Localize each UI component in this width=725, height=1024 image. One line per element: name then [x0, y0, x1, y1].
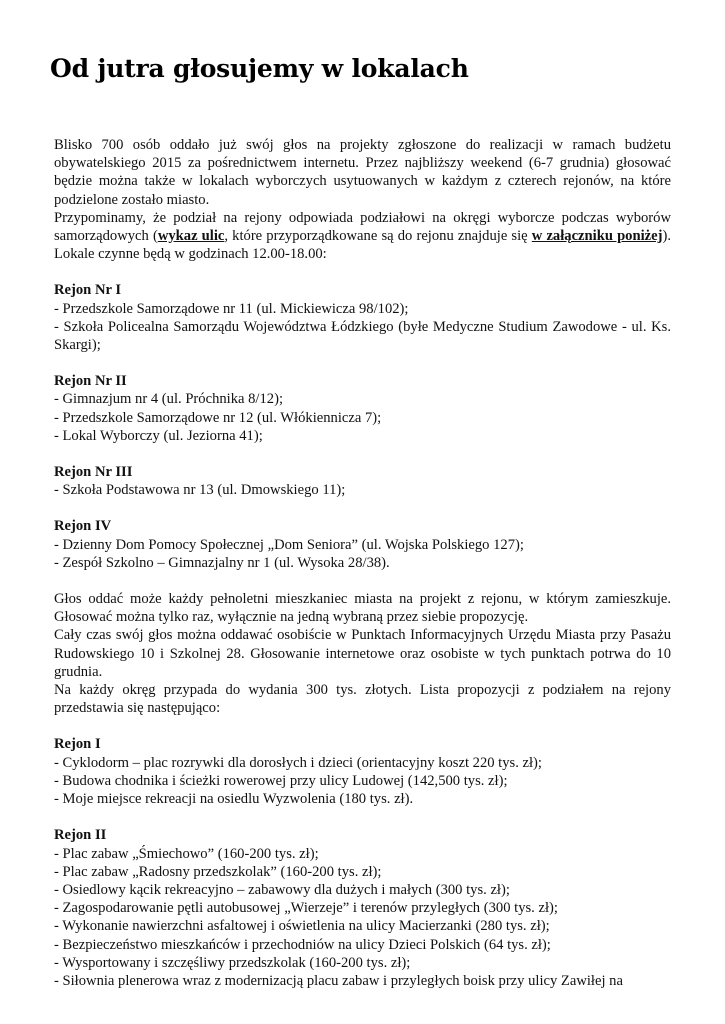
project-heading: Rejon I: [54, 736, 101, 753]
voting-info-paragraph: Na każdy okręg przypada do wydania 300 tys. złotych. Lista propozycji z podziałem na rejony przedstawia się następująco:: [54, 682, 671, 717]
polling-locations: [54, 281, 671, 590]
location-item: - Dzienny Dom Pomocy Społecznej „Dom Seniora” (ul. Wojska Polskiego 127);: [54, 536, 524, 553]
voting-info-paragraph: Cały czas swój głos można oddawać osobiście w Punktach Informacyjnych Urzędu Miasta przy Pasażu Rudowskiego 10 i Szkolnej 28. Głosowanie internetowe oraz osobiste w tych punktach potrwa do 10 grudnia.: [54, 627, 671, 680]
intro-paragraph: Blisko 700 osób oddało już swój głos na projekty zgłoszone do realizacji w ramach budżetu obywatelskiego 2015 za pośrednictwem internetu. Przez najbliższy weekend (6-7 grudnia) głosować będzie można także w lokalach wyborczych usytuowanych w każdym z czterech rejonów, na które podzielone zostało miasto.: [54, 137, 671, 208]
location-heading: Rejon Nr I: [54, 282, 122, 299]
article-body: [54, 136, 671, 990]
voting-info-paragraph: Głos oddać może każdy pełnoletni mieszkaniec miasta na projekt z rejonu, w którym zamieszkuje. Głosować można tylko raz, wyłącznie na jedną wybraną przez siebie propozycję.: [54, 591, 671, 626]
intro-text: , które przyporządkowane są do rejonu znajduje się: [224, 228, 532, 245]
location-item: - Gimnazjum nr 4 (ul. Próchnika 8/12);: [54, 391, 283, 408]
location-item: - Przedszkole Samorządowe nr 11 (ul. Mickiewicza 98/102);: [54, 300, 409, 317]
location-heading: Rejon IV: [54, 518, 112, 535]
project-heading: Rejon II: [54, 827, 107, 844]
project-item: - Bezpieczeństwo mieszkańców i przechodniów na ulicy Dzieci Polskich (64 tys. zł);: [54, 936, 551, 953]
location-item: - Lokal Wyborczy (ul. Jeziorna 41);: [54, 427, 263, 444]
location-item: - Szkoła Podstawowa nr 13 (ul. Dmowskiego 11);: [54, 482, 346, 499]
project-proposals: [54, 735, 671, 990]
location-heading: Rejon Nr III: [54, 464, 133, 481]
intro-text: ). Lokale czynne będą w godzinach 12.00-18.00:: [54, 228, 671, 263]
project-item: - Moje miejsce rekreacji na osiedlu Wyzwolenia (180 tys. zł).: [54, 791, 414, 808]
intro-text: Przypominamy, że podział na rejony odpowiada podziałowi na okręgi wyborcze podczas wyborów samorządowych (: [54, 209, 671, 245]
project-item: - Plac zabaw „Śmiechowo” (160-200 tys. zł);: [54, 845, 319, 862]
location-item: - Przedszkole Samorządowe nr 12 (ul. Włókiennicza 7);: [54, 409, 382, 426]
project-item: - Osiedlowy kącik rekreacyjno – zabawowy dla dużych i małych (300 tys. zł);: [54, 881, 510, 898]
project-item: - Siłownia plenerowa wraz z modernizacją placu zabaw i przyległych boisk przy ulicy Zawiłej na: [54, 972, 623, 989]
street-list-link[interactable]: wykaz ulic: [157, 228, 225, 245]
project-item: - Wykonanie nawierzchni asfaltowej i oświetlenia na ulicy Macierzanki (280 tys. zł);: [54, 918, 550, 935]
project-item: - Wysportowany i szczęśliwy przedszkolak (160-200 tys. zł);: [54, 954, 411, 971]
project-item: - Zagospodarowanie pętli autobusowej „Wierzeje” i terenów przyległych (300 tys. zł);: [54, 900, 558, 917]
location-item: - Szkoła Policealna Samorządu Województwa Łódzkiego (byłe Medyczne Studium Zawodowe - ul. Ks. Skargi);: [54, 318, 671, 354]
project-item: - Plac zabaw „Radosny przedszkolak” (160-200 tys. zł);: [54, 863, 382, 880]
project-item: - Budowa chodnika i ścieżki rowerowej przy ulicy Ludowej (142,500 tys. zł);: [54, 772, 508, 789]
location-item: - Zespół Szkolno – Gimnazjalny nr 1 (ul. Wysoka 28/38).: [54, 554, 390, 571]
page-title: Od jutra głosujemy w lokalach: [50, 54, 469, 83]
location-heading: Rejon Nr II: [54, 373, 127, 390]
project-item: - Cyklodorm – plac rozrywki dla dorosłych i dzieci (orientacyjny koszt 220 tys. zł);: [54, 754, 542, 771]
intro-paragraph-2: [54, 209, 671, 264]
attachment-link[interactable]: w załączniku poniżej: [531, 228, 663, 245]
